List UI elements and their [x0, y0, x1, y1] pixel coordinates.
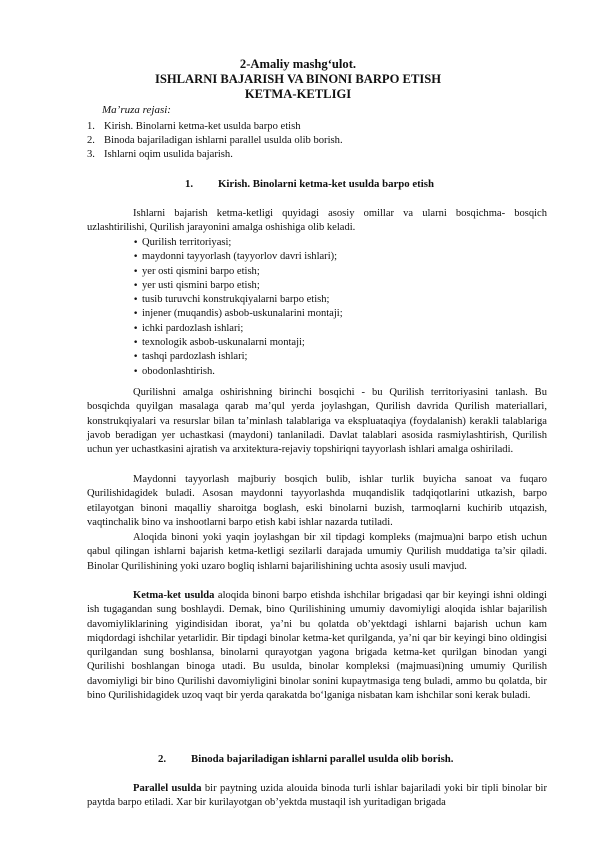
plan-item-text: Ishlarni oqim usulida bajarish. [104, 149, 233, 160]
section-2-number: 2. [158, 753, 167, 765]
term-sequential: Ketma-ket usulda [133, 590, 215, 601]
bullet-icon: • [133, 366, 139, 377]
section-1-number: 1. [185, 178, 194, 190]
list-item [133, 322, 343, 336]
paragraph-text: aloqida binoni barpo etishda ishchilar brigadasi qar bir keyingi ishni oldingi ish tugagandan sung boshlaydi. Demak, bino Qurilishining umumiy davomiyligi aloqida ishlar bajarilish davomiyliklarining yigindisidan iborat, ya’ni bu qolatda ob’yektdagi ishlarni bajarish uchun kam miqdordagi ishchilar yetarlidir. Bir tipdagi binolar ketma-ket qurilganda, ya’ni qar bir keyingi bino oldingisi qurilgandan sung boshlansa, binolarni qurayotgan yagona brigada ketma-ket qurilgan binodan yangi Qurilishi boshlangan binoga utadi. Bu usulda, binolar kompleksi (majmuasi)ning umumiy Qurilish davomiyligi bir bino Qurilishi davomiyligini binolar sonini kupaytmasiga teng buladi, ammo bu qolatda, bir bino Qurilishidagidek uzoq vaqt bir yerda qarakatda bo‘lganiga nisbatan kam ishchilar soni kerak buladi. [87, 590, 547, 702]
list-item-text: Qurilish territoriyasi; [142, 237, 232, 248]
section-1-intro: Ishlarni bajarish ketma-ketligi quyidagi asosiy omillar va ularni bosqichma- bosqich uzlashtirilishi, Qurilish jarayonini amalga oshishiga olib keladi. [87, 208, 547, 234]
paragraph-text: bir paytning uzida alouida binoda turli ishlar bajariladi yoki bir tipli binolar bir paytda barpo etiladi. Xar bir kurilayotgan ob’yektda mustaqil ish yuritadigan brigada [87, 783, 547, 809]
paragraph-site-selection: Qurilishni amalga oshirishning birinchi bosqichi - bu Qurilish territoriyasini tanlash. Bu bosqichda quyilgan masalaga qarab ma’qul yerda joylashgan, Qurilish davrida Qurilish materiallari, konstrukqiyalari va resurslar bilan ta’minlash talablariga va ekspluataqiya (foydalanish) kerakli talablariga javob beradigan yer uchastkasi (maydoni) tanlaniladi. Davlat talablari asosida rasmiylashtirish, Qurilish uchun yer uchastkasini ajratish va arxitektura-rejaviy topshiriqni tayyorlash ishlari amalga oshiriladi. [87, 387, 547, 456]
list-item-text: tusib turuvchi konstrukqiyalarni barpo etish; [142, 294, 330, 306]
paragraph-sequential-method [87, 589, 547, 703]
list-item [133, 279, 343, 293]
plan-item [87, 120, 343, 134]
list-item [133, 265, 343, 279]
term-parallel: Parallel usulda [133, 783, 202, 794]
list-item [133, 307, 343, 321]
bullet-icon: • [133, 266, 139, 277]
list-item [133, 336, 343, 350]
list-item [133, 236, 343, 250]
list-item-text: tashqi pardozlash ishlari; [142, 351, 248, 363]
bullet-icon: • [133, 295, 139, 306]
list-item [133, 293, 343, 307]
section-1-title: Kirish. Binolarni ketma-ket usulda barpo etish [218, 178, 434, 190]
list-item-text: maydonni tayyorlash (tayyorlov davri ishlari); [142, 251, 338, 263]
practice-title: 2-Amaliy mashg‘ulot. [239, 57, 357, 71]
bullet-icon: • [133, 338, 139, 349]
lecture-plan-heading: Ma’ruza rejasi: [102, 104, 171, 116]
bullet-icon: • [133, 252, 139, 263]
paragraph-site-preparation: Maydonni tayyorlash majburiy bosqich bulib, ishlar turlik buyicha sanoat va fuqaro Qurilishidagidek buladi. Asosan maydonni tayyorlashda muqandislik tadqiqotlarini utkazish, barpo etilayotgan binoni maqalliy sharoitga boglash, eski binolarni buzish, tarmoqlarni kuchirib utqazish, vaqtinchalik bino va inshootlarni barpo etish kabi ishlar nazarda tutiladi. [87, 474, 547, 528]
paragraph-parallel-method [87, 782, 547, 811]
plan-item-number: 2. [87, 135, 95, 146]
bullet-icon: • [133, 309, 139, 320]
paragraph-construction-methods: Aloqida binoni yoki yaqin joylashgan bir xil tipdagi kompleks (majmua)ni barpo etish uchun qabul qilingan ishlarni bajarish ketma-ketligi sezilarli darajada umumiy Qurilish muddatiga ta’sir qiladi. Binolar Qurilishining yoki uzaro bogliq ishlarni bajarilishining uchta asosiy usuli mavjud. [87, 532, 547, 572]
plan-item [87, 134, 343, 148]
topic-title-line1: ISHLARNI BAJARISH VA BINONI BARPO ETISH [154, 72, 442, 86]
plan-item-text: Binoda bajariladigan ishlarni parallel usulda olib borish. [104, 135, 343, 146]
section-2-title: Binoda bajariladigan ishlarni parallel usulda olib borish. [191, 753, 454, 765]
lecture-plan-list [87, 120, 343, 162]
list-item-text: yer osti qismini barpo etish; [142, 265, 260, 277]
list-item-text: injener (muqandis) asbob-uskunalarini montaji; [142, 308, 343, 320]
bullet-icon: • [133, 323, 139, 334]
list-item [133, 365, 343, 379]
bullet-icon: • [133, 280, 139, 291]
list-item-text: yer usti qismini barpo etish; [142, 279, 260, 291]
list-item [133, 250, 343, 264]
plan-item-text: Kirish. Binolarni ketma-ket usulda barpo etish [104, 121, 301, 132]
topic-title-line2: KETMA-KETLIGI [244, 87, 352, 101]
list-item-text: texnologik asbob-uskunalarni montaji; [142, 337, 305, 349]
bullet-icon: • [133, 238, 139, 248]
plan-item-number: 1. [87, 121, 95, 132]
plan-item [87, 148, 343, 162]
list-item [133, 350, 343, 364]
list-item-text: obodonlashtirish. [142, 365, 215, 377]
list-item-text: ichki pardozlash ishlari; [142, 322, 244, 334]
bullet-icon: • [133, 352, 139, 363]
bullet-list [133, 236, 343, 379]
plan-item-number: 3. [87, 149, 95, 160]
